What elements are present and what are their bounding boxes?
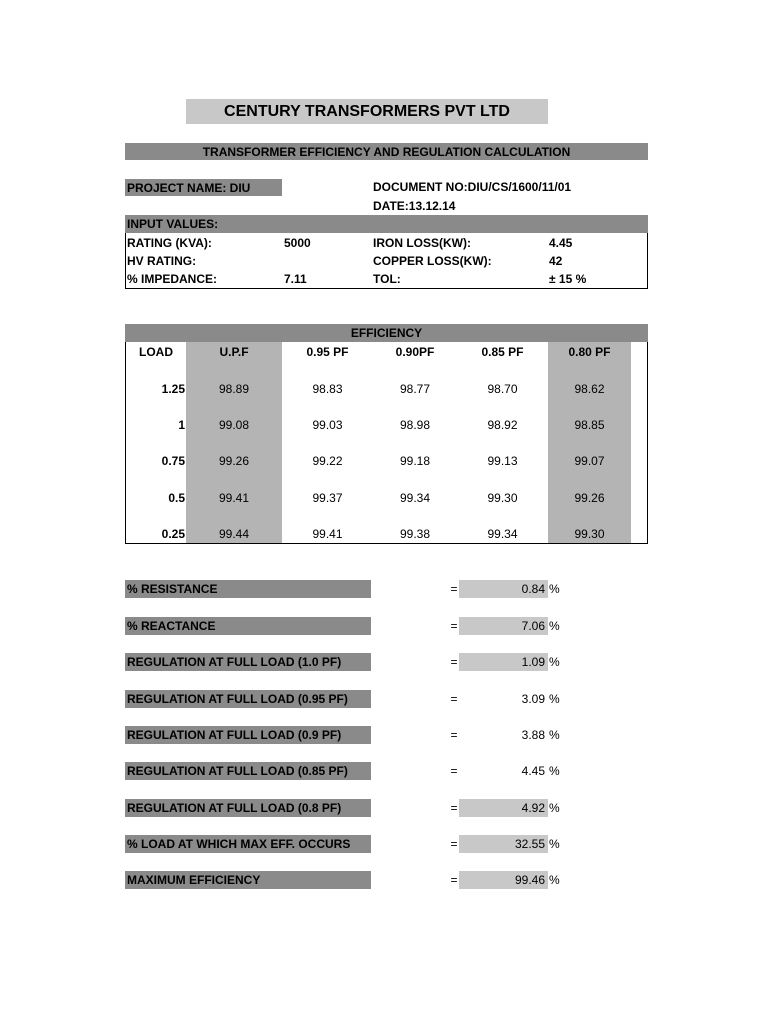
efficiency-cell: 98.83 [312, 382, 343, 396]
efficiency-cell: 99.26 [574, 491, 605, 505]
efficiency-cell: 99.44 [218, 527, 250, 541]
efficiency-cell: 99.22 [312, 454, 343, 468]
document-date: DATE:13.12.14 [373, 199, 456, 213]
equals-sign: = [450, 801, 458, 815]
regulation-090-value: 3.88 [521, 728, 545, 742]
equals-sign: = [450, 582, 458, 596]
equals-sign: = [450, 655, 458, 669]
efficiency-cell: 98.85 [574, 418, 605, 432]
regulation-080-label: REGULATION AT FULL LOAD (0.8 PF) [125, 799, 371, 817]
regulation-upf-value: 1.09 [459, 653, 548, 671]
equals-sign: = [450, 837, 458, 851]
max-eff-load-value: 32.55 [459, 835, 548, 853]
tolerance-value: ± 15 % [549, 272, 587, 286]
regulation-090-label: REGULATION AT FULL LOAD (0.9 PF) [125, 726, 371, 744]
calculation-subtitle: TRANSFORMER EFFICIENCY AND REGULATION CALCULATION [125, 143, 648, 160]
efficiency-cell: 99.38 [399, 527, 431, 541]
col-header-085: 0.85 PF [481, 345, 524, 359]
efficiency-cell: 99.18 [399, 454, 431, 468]
percent-unit: % [549, 692, 560, 706]
percent-unit: % [549, 801, 560, 815]
project-name: PROJECT NAME: DIU [125, 179, 282, 196]
impedance-value: 7.11 [284, 272, 307, 286]
iron-loss-value: 4.45 [549, 236, 573, 250]
efficiency-cell: 99.34 [487, 527, 518, 541]
equals-sign: = [450, 728, 458, 742]
col-header-090: 0.90PF [395, 345, 435, 359]
max-efficiency-value: 99.46 [459, 871, 548, 889]
efficiency-cell: 98.92 [487, 418, 518, 432]
load-value: 1 [178, 418, 185, 432]
regulation-095-value: 3.09 [521, 692, 545, 706]
load-value: 0.25 [161, 527, 185, 541]
resistance-value: 0.84 [459, 580, 548, 598]
efficiency-cell: 99.26 [218, 454, 250, 468]
regulation-085-value: 4.45 [521, 764, 545, 778]
percent-unit: % [549, 619, 560, 633]
percent-unit: % [549, 764, 560, 778]
efficiency-cell: 99.34 [399, 491, 431, 505]
load-value: 0.75 [161, 454, 185, 468]
efficiency-cell: 99.07 [574, 454, 605, 468]
efficiency-cell: 99.03 [312, 418, 343, 432]
percent-unit: % [549, 873, 560, 887]
col-header-095: 0.95 PF [306, 345, 349, 359]
pf080-column-shade [548, 342, 631, 543]
efficiency-cell: 99.41 [312, 527, 343, 541]
load-value: 0.5 [168, 491, 185, 505]
percent-unit: % [549, 837, 560, 851]
reactance-value: 7.06 [459, 617, 548, 635]
tolerance-label: TOL: [373, 272, 401, 286]
efficiency-heading: EFFICIENCY [125, 324, 648, 342]
efficiency-cell: 98.77 [399, 382, 431, 396]
iron-loss-label: IRON LOSS(KW): [373, 236, 471, 250]
regulation-085-label: REGULATION AT FULL LOAD (0.85 PF) [125, 762, 371, 780]
company-title: CENTURY TRANSFORMERS PVT LTD [186, 99, 548, 124]
efficiency-cell: 99.41 [218, 491, 250, 505]
efficiency-cell: 99.30 [574, 527, 605, 541]
hv-rating-label: HV RATING: [127, 254, 197, 268]
percent-unit: % [549, 582, 560, 596]
efficiency-cell: 99.37 [312, 491, 343, 505]
equals-sign: = [450, 873, 458, 887]
max-eff-load-label: % LOAD AT WHICH MAX EFF. OCCURS [125, 835, 371, 853]
percent-unit: % [549, 655, 560, 669]
col-header-load: LOAD [139, 345, 173, 359]
copper-loss-label: COPPER LOSS(KW): [373, 254, 492, 268]
regulation-095-label: REGULATION AT FULL LOAD (0.95 PF) [125, 690, 371, 708]
efficiency-cell: 99.30 [487, 491, 518, 505]
reactance-label: % REACTANCE [125, 617, 371, 635]
efficiency-cell: 98.98 [399, 418, 431, 432]
document-number: DOCUMENT NO:DIU/CS/1600/11/01 [373, 180, 572, 194]
rating-value: 5000 [284, 236, 311, 250]
copper-loss-value: 42 [549, 254, 563, 268]
col-header-upf: U.P.F [219, 345, 249, 359]
efficiency-cell: 99.08 [218, 418, 250, 432]
upf-column-shade [186, 342, 282, 543]
efficiency-cell: 98.89 [218, 382, 250, 396]
efficiency-cell: 99.13 [487, 454, 518, 468]
col-header-080: 0.80 PF [568, 345, 611, 359]
resistance-label: % RESISTANCE [125, 580, 371, 598]
percent-unit: % [549, 728, 560, 742]
equals-sign: = [450, 764, 458, 778]
load-value: 1.25 [161, 382, 185, 396]
impedance-label: % IMPEDANCE: [127, 272, 218, 286]
rating-label: RATING (KVA): [127, 236, 212, 250]
equals-sign: = [450, 692, 458, 706]
max-efficiency-label: MAXIMUM EFFICIENCY [125, 871, 371, 889]
regulation-upf-label: REGULATION AT FULL LOAD (1.0 PF) [125, 653, 371, 671]
input-values-heading: INPUT VALUES: [125, 215, 648, 233]
efficiency-cell: 98.70 [487, 382, 518, 396]
efficiency-cell: 98.62 [574, 382, 605, 396]
equals-sign: = [450, 619, 458, 633]
regulation-080-value: 4.92 [459, 799, 548, 817]
